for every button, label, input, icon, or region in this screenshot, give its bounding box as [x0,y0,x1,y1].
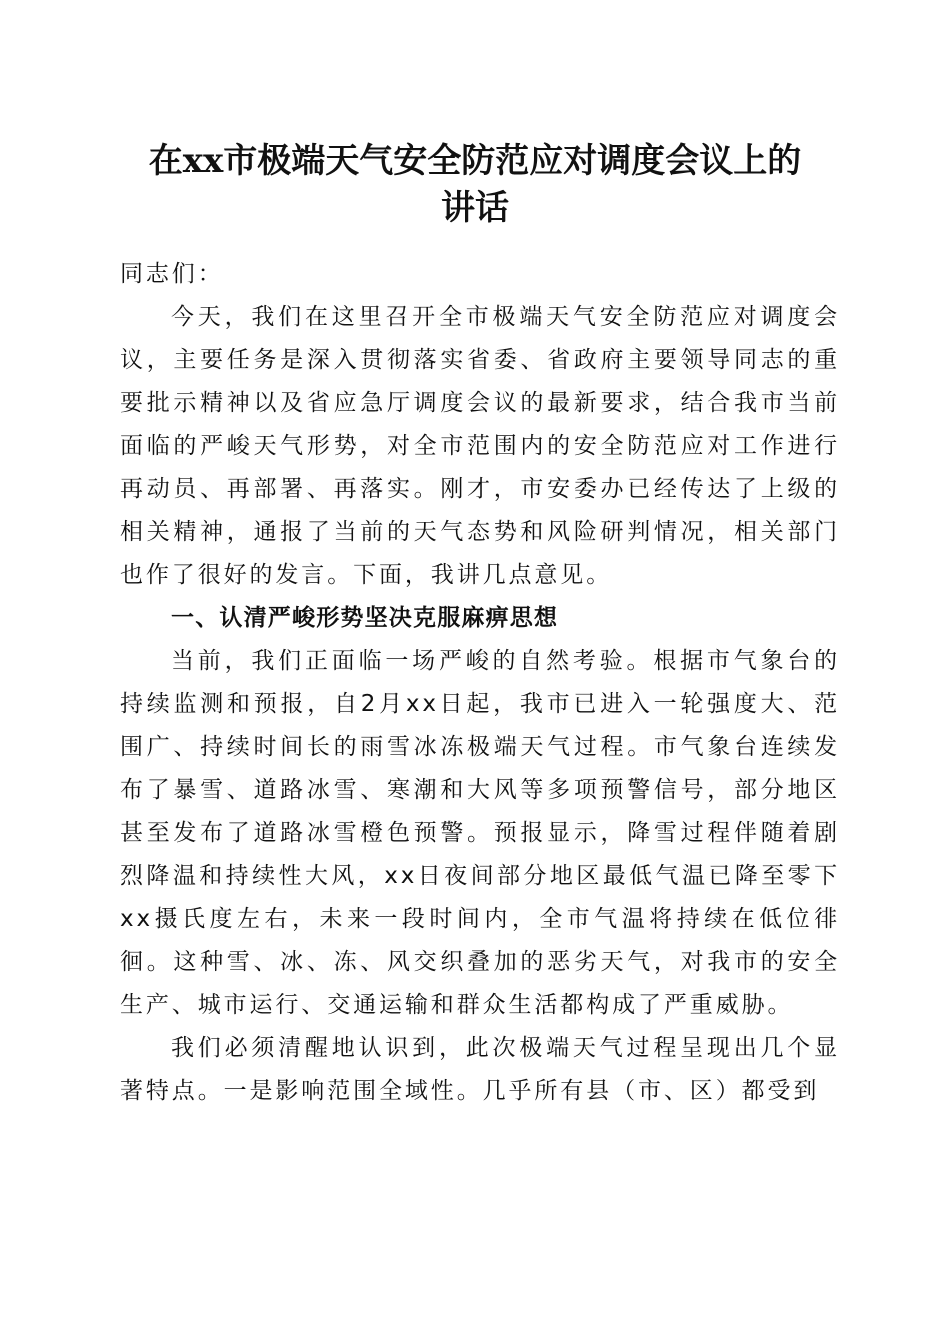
document-title-line-1: 在xx市极端天气安全防范应对调度会议上的 [148,141,802,181]
salutation: 同志们： [120,261,224,287]
document-body [120,253,840,1113]
paragraph-characteristics: 我们必须清醒地认识到，此次极端天气过程呈现出几个显著特点。一是影响范围全域性。几乎所有县（市、区）都受到 [120,1035,840,1104]
document-title-line-2: 讲话 [441,188,509,228]
section-heading-1: 一、认清严峻形势坚决克服麻痹思想 [171,605,559,631]
paragraph-situation: 当前，我们正面临一场严峻的自然考验。根据市气象台的持续监测和预报，自2月xx日起，我市已进入一轮强度大、范围广、持续时间长的雨雪冰冻极端天气过程。市气象台连续发布了暴雪、道路冰雪、寒潮和大风等多项预警信号，部分地区甚至发布了道路冰雪橙色预警。预报显示，降雪过程伴随着剧烈降温和持续性大风，xx日夜间部分地区最低气温已降至零下xx摄氏度左右，未来一段时间内，全市气温将持续在低位徘徊。这种雪、冰、冻、风交织叠加的恶劣天气，对我市的安全生产、城市运行、交通运输和群众生活都构成了严重威胁。 [120,648,840,1018]
paragraph-intro: 今天，我们在这里召开全市极端天气安全防范应对调度会议，主要任务是深入贯彻落实省委、省政府主要领导同志的重要批示精神以及省应急厅调度会议的最新要求，结合我市当前面临的严峻天气形势，对全市范围内的安全防范应对工作进行再动员、再部署、再落实。刚才，市安委办已经传达了上级的相关精神，通报了当前的天气态势和风险研判情况，相关部门也作了很好的发言。下面，我讲几点意见。 [120,304,840,588]
